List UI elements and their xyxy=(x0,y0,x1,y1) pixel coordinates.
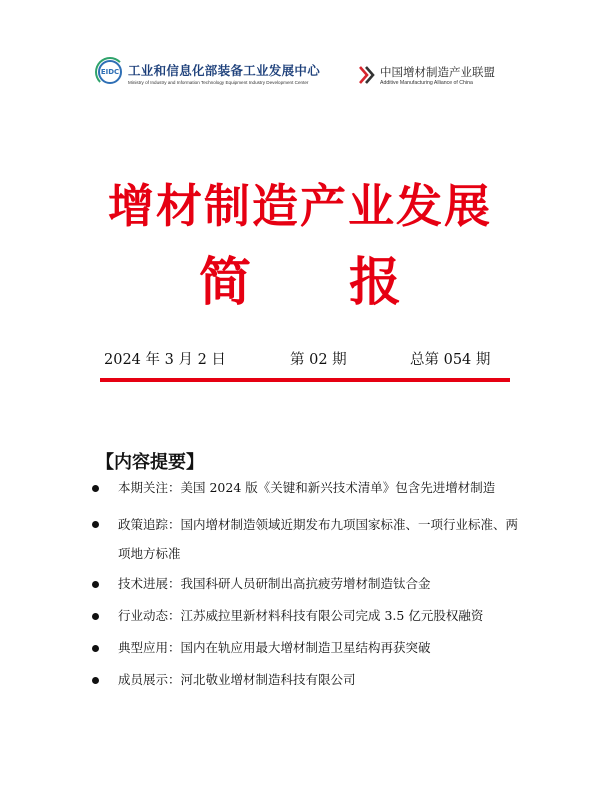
red-divider xyxy=(100,378,510,382)
alliance-name-cn: 中国增材制造产业联盟 xyxy=(380,65,495,79)
summary-item xyxy=(92,606,522,626)
summary-item-text: 行业动态：江苏威拉里新材料科技有限公司完成 3.5 亿元股权融资 xyxy=(118,608,484,623)
aa-chevron-logo-icon xyxy=(358,65,376,85)
issue-date: 2024 年 3 月 2 日 xyxy=(104,352,226,368)
bullet-icon xyxy=(92,645,99,652)
summary-heading: 【内容提要】 xyxy=(96,452,204,473)
bullet-icon xyxy=(92,485,99,492)
summary-item xyxy=(92,478,522,498)
summary-item-text: 本期关注：美国 2024 版《关键和新兴技术清单》包含先进增材制造 xyxy=(118,480,496,495)
bullet-icon xyxy=(92,521,99,528)
bullet-icon xyxy=(92,677,99,684)
summary-item-text: 成员展示：河北敬业增材制造科技有限公司 xyxy=(118,672,356,687)
issue-number: 第 02 期 xyxy=(290,352,347,368)
issue-total-number: 总第 054 期 xyxy=(410,352,491,368)
eidc-mark: EIDC xyxy=(98,60,122,84)
summary-item xyxy=(92,510,522,568)
org-name-en: Ministry of Industry and Information Technology Equipment Industry Development Center xyxy=(128,80,309,85)
summary-list xyxy=(92,478,522,702)
summary-item xyxy=(92,574,522,594)
summary-item-text: 技术进展：我国科研人员研制出高抗疲劳增材制造钛合金 xyxy=(118,576,431,591)
summary-item xyxy=(92,638,522,658)
report-subtitle: 简 报 xyxy=(198,252,442,313)
alliance-name-en: Additive Manufacturing Alliance of China xyxy=(380,80,473,86)
summary-item-text: 政策追踪：国内增材制造领域近期发布九项国家标准、一项行业标准、两项地方标准 xyxy=(118,517,519,561)
summary-item xyxy=(92,670,522,690)
bullet-icon xyxy=(92,581,99,588)
alliance-logo xyxy=(358,62,528,92)
summary-item-text: 典型应用：国内在轨应用最大增材制造卫星结构再获突破 xyxy=(118,640,431,655)
org-name-cn: 工业和信息化部装备工业发展中心 xyxy=(128,63,321,78)
bullet-icon xyxy=(92,613,99,620)
report-title: 增材制造产业发展 xyxy=(108,179,492,233)
eidc-logo xyxy=(98,58,328,98)
